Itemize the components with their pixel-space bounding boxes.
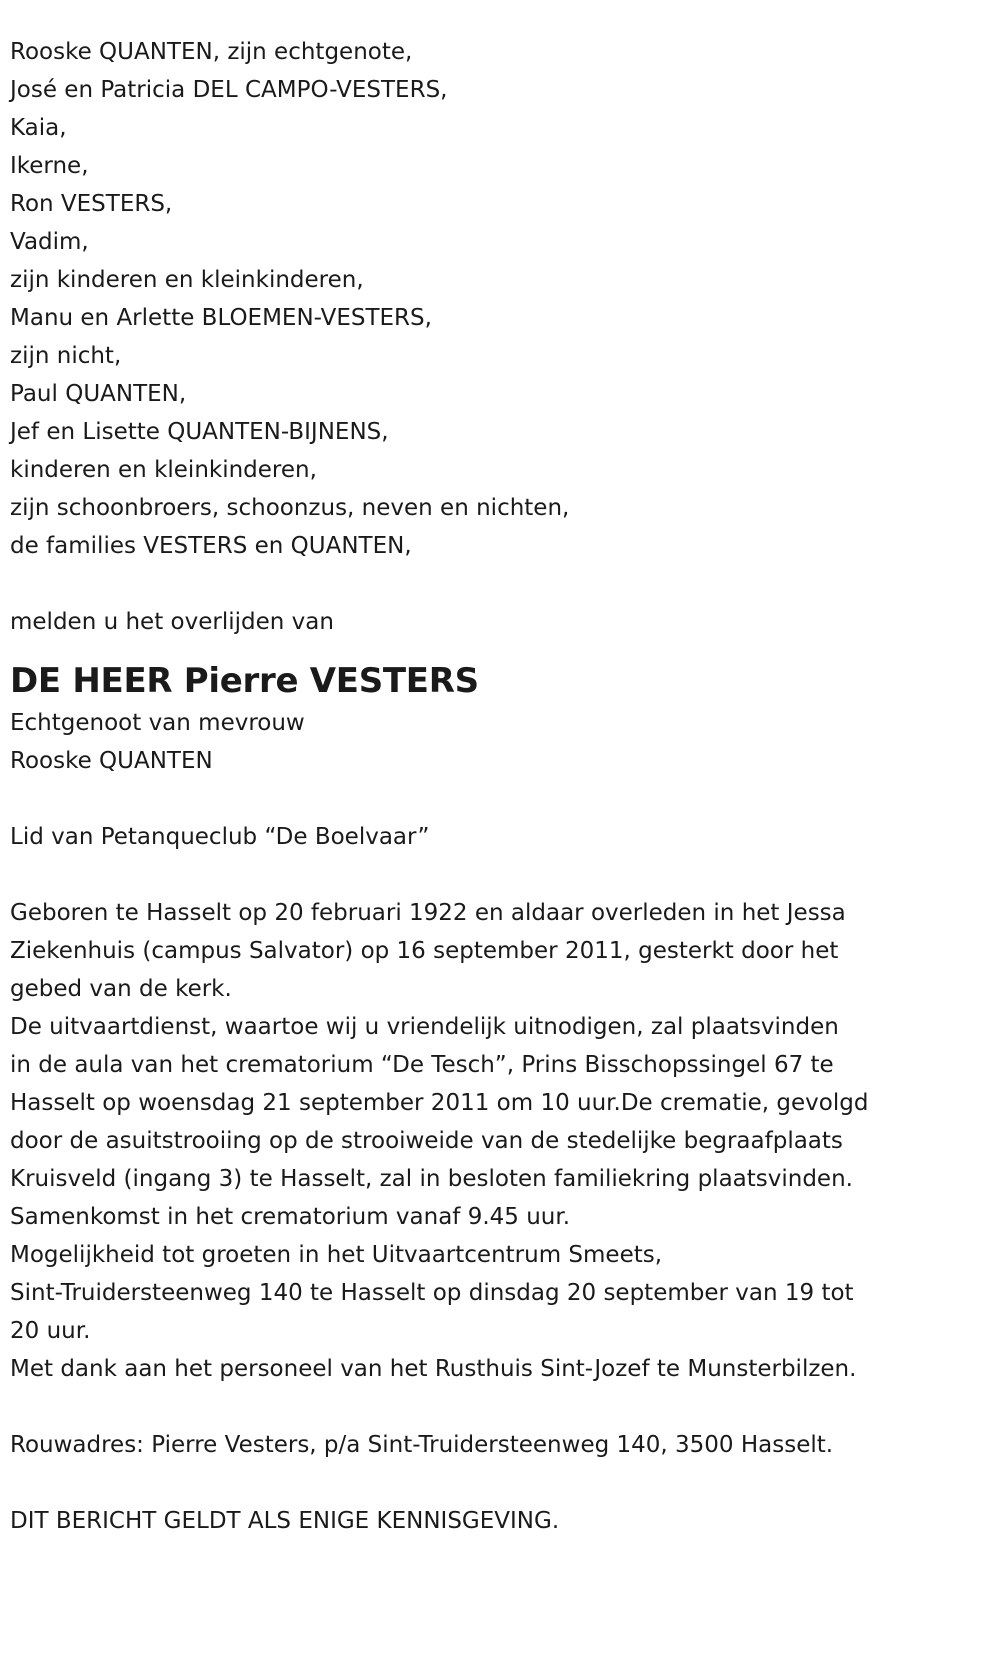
family-line: Manu en Arlette BLOEMEN-VESTERS, bbox=[10, 305, 432, 331]
spouse-line: Echtgenoot van mevrouw bbox=[10, 710, 305, 736]
spouse-line: Rooske QUANTEN bbox=[10, 748, 213, 774]
family-line: de families VESTERS en QUANTEN, bbox=[10, 533, 412, 559]
details-line: Geboren te Hasselt op 20 februari 1922 en aldaar overleden in het Jessa bbox=[10, 900, 846, 926]
details-line: in de aula van het crematorium “De Tesch”, Prins Bisschopssingel 67 te bbox=[10, 1052, 834, 1078]
details-line: door de asuitstrooiing op de strooiweide van de stedelijke begraafplaats bbox=[10, 1128, 843, 1154]
family-line: Jef en Lisette QUANTEN-BIJNENS, bbox=[10, 419, 389, 445]
announcement-text: melden u het overlijden van bbox=[10, 609, 334, 635]
obituary-document bbox=[10, 33, 995, 1540]
family-line: zijn schoonbroers, schoonzus, neven en nichten, bbox=[10, 495, 570, 521]
details-line: gebed van de kerk. bbox=[10, 976, 232, 1002]
details-block bbox=[10, 894, 995, 1388]
details-line: Kruisveld (ingang 3) te Hasselt, zal in besloten familiekring plaatsvinden. bbox=[10, 1166, 853, 1192]
family-line: Ron VESTERS, bbox=[10, 191, 173, 217]
details-line: De uitvaartdienst, waartoe wij u vriendelijk uitnodigen, zal plaatsvinden bbox=[10, 1014, 839, 1040]
spacer bbox=[10, 565, 995, 603]
family-line: Rooske QUANTEN, zijn echtgenote, bbox=[10, 39, 413, 65]
spacer bbox=[10, 780, 995, 818]
family-line: zijn nicht, bbox=[10, 343, 122, 369]
family-list bbox=[10, 33, 995, 565]
family-line: zijn kinderen en kleinkinderen, bbox=[10, 267, 364, 293]
family-line: Vadim, bbox=[10, 229, 89, 255]
mourning-address: Rouwadres: Pierre Vesters, p/a Sint-Truidersteenweg 140, 3500 Hasselt. bbox=[10, 1432, 834, 1458]
family-line: Ikerne, bbox=[10, 153, 89, 179]
details-line: Mogelijkheid tot groeten in het Uitvaartcentrum Smeets, bbox=[10, 1242, 663, 1268]
details-line: Samenkomst in het crematorium vanaf 9.45 uur. bbox=[10, 1204, 571, 1230]
deceased-name-heading: DE HEER Pierre VESTERS bbox=[10, 661, 479, 701]
family-line: Paul QUANTEN, bbox=[10, 381, 187, 407]
details-line: Met dank aan het personeel van het Rusthuis Sint-Jozef te Munsterbilzen. bbox=[10, 1356, 857, 1382]
family-line: José en Patricia DEL CAMPO-VESTERS, bbox=[10, 77, 448, 103]
spacer bbox=[10, 1464, 995, 1502]
spouse-block bbox=[10, 704, 995, 780]
details-line: Sint-Truidersteenweg 140 te Hasselt op dinsdag 20 september van 19 tot bbox=[10, 1280, 854, 1306]
club-membership: Lid van Petanqueclub “De Boelvaar” bbox=[10, 824, 430, 850]
details-line: 20 uur. bbox=[10, 1318, 91, 1344]
spacer bbox=[10, 856, 995, 894]
family-line: kinderen en kleinkinderen, bbox=[10, 457, 317, 483]
spacer bbox=[10, 1388, 995, 1426]
official-notice: DIT BERICHT GELDT ALS ENIGE KENNISGEVING. bbox=[10, 1508, 560, 1534]
family-line: Kaia, bbox=[10, 115, 67, 141]
details-line: Hasselt op woensdag 21 september 2011 om 10 uur.De crematie, gevolgd bbox=[10, 1090, 869, 1116]
details-line: Ziekenhuis (campus Salvator) op 16 september 2011, gesterkt door het bbox=[10, 938, 839, 964]
